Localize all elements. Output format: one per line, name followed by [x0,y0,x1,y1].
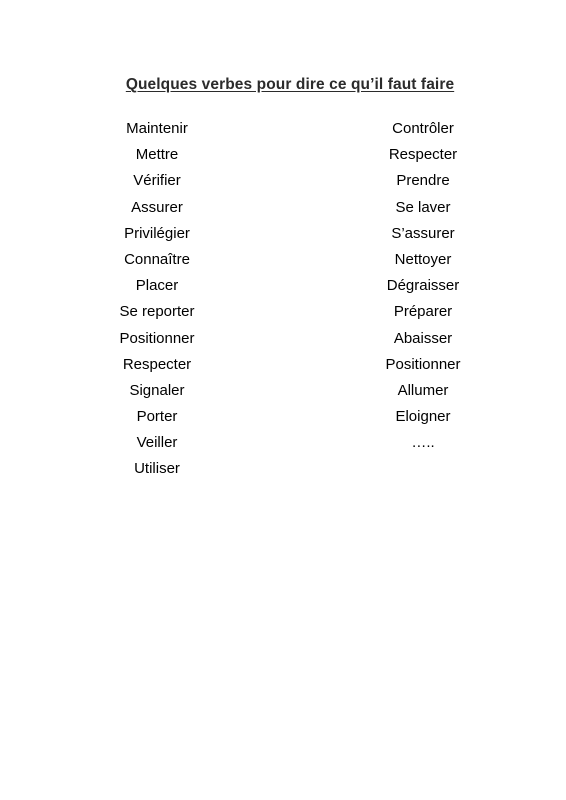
list-item: Préparer [393,303,453,321]
list-item: Maintenir [126,120,188,137]
list-item: Se reporter [119,303,195,321]
list-item: Placer [135,277,179,295]
list-item: Nettoyer [394,250,452,268]
list-item: Contrôler [392,120,454,137]
list-item: Utiliser [134,460,180,478]
list-item: Connaître [124,250,190,268]
list-item: Abaisser [393,329,453,347]
list-item: Vérifier [133,172,181,190]
list-item: Veiller [136,434,178,452]
list-item: Mettre [135,146,179,164]
list-item: Respecter [388,146,458,164]
list-item: Privilégier [124,224,190,242]
list-item: Assurer [131,198,183,216]
list-item: Se laver [395,198,451,216]
list-item: Respecter [122,355,192,373]
page-title: Quelques verbes pour dire ce qu’il faut faire [125,76,455,93]
list-item: ….. [411,434,435,452]
list-item: Signaler [129,381,185,399]
verb-list-left [57,119,257,486]
list-item: Allumer [397,381,449,399]
list-item: Positionner [385,355,461,373]
list-item: Porter [136,408,178,426]
list-item: Prendre [396,172,450,190]
list-item: S’assurer [391,224,455,242]
list-item: Positionner [119,329,195,347]
list-item: Eloigner [395,408,451,426]
verb-list-right [323,119,523,459]
list-item: Dégraisser [386,277,460,295]
